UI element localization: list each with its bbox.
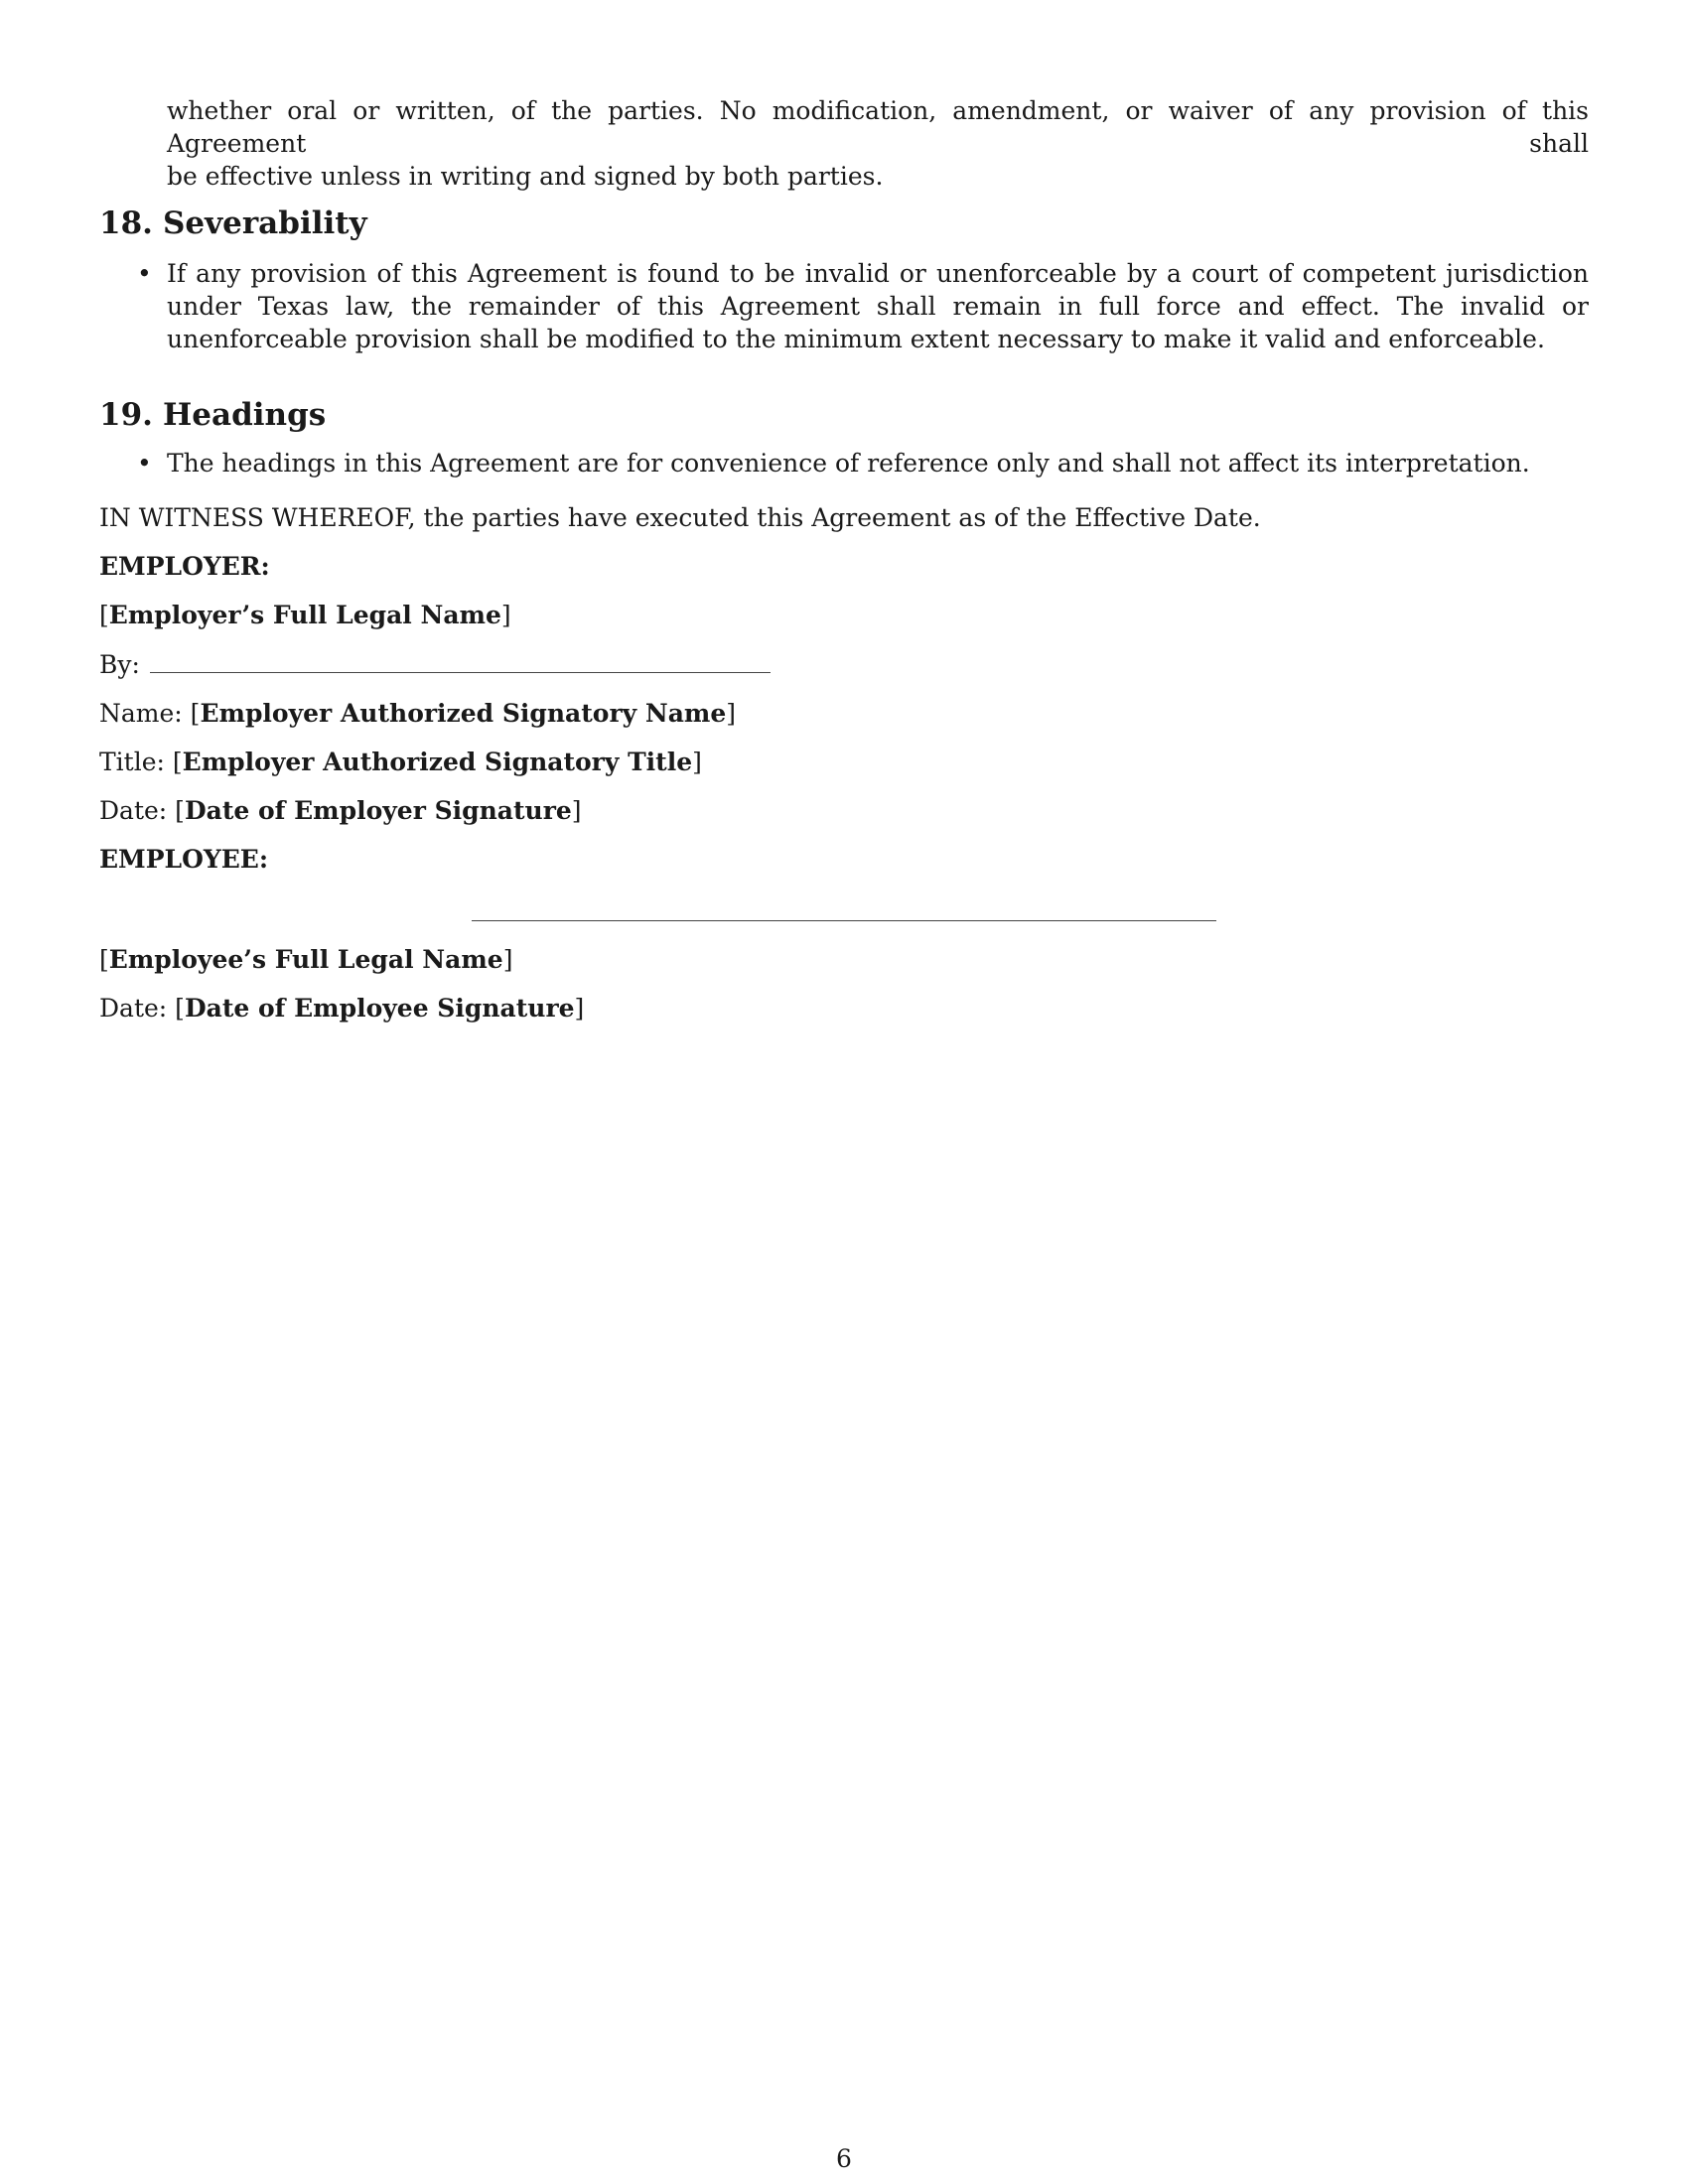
employee-signature-line[interactable] <box>472 920 1216 921</box>
employer-date-value: Date of Employer Signature <box>184 796 572 825</box>
continuation-line-2: be effective unless in writing and signed by both parties. <box>167 162 884 191</box>
bracket-open: [ <box>175 994 185 1023</box>
name-label: Name: <box>99 699 183 728</box>
bracket-close: ] <box>726 699 737 728</box>
bracket-open: [ <box>99 945 109 974</box>
employer-title-value: Employer Authorized Signatory Title <box>182 748 693 776</box>
employer-legal-name-value: Employer’s Full Legal Name <box>108 601 501 629</box>
employer-heading: EMPLOYER: <box>99 552 270 581</box>
section-number: 18. <box>99 205 153 241</box>
employee-heading: EMPLOYEE: <box>99 845 269 874</box>
section-title: Severability <box>163 205 367 241</box>
list-item <box>99 447 1589 479</box>
bracket-close: ] <box>500 601 511 629</box>
bracket-close: ] <box>502 945 513 974</box>
witness-statement: IN WITNESS WHEREOF, the parties have executed this Agreement as of the Effective Date. <box>99 503 1261 532</box>
employee-date-value: Date of Employee Signature <box>184 994 575 1023</box>
continuation-line-1: whether oral or written, of the parties. No modification, amendment, or waiver of any provision of this Agreement shall <box>167 96 1589 158</box>
employer-legal-name <box>99 599 511 631</box>
list-item <box>99 257 1589 355</box>
bracket-open: [ <box>172 748 183 776</box>
section-19 <box>99 395 1589 479</box>
employer-date-row <box>99 794 582 827</box>
section-number: 19. <box>99 397 153 433</box>
bracket-open: [ <box>175 796 185 825</box>
bracket-open: [ <box>99 601 109 629</box>
employee-date-row <box>99 992 584 1024</box>
section-bullets <box>99 447 1589 479</box>
bullet-text: If any provision of this Agreement is found to be invalid or unenforceable by a court of competent jurisdiction under Texas law, the remainder of this Agreement shall remain in full force and effect. The invalid or unenforceable provision shall be modified to the minimum extent necessary to make it valid and enforceable. <box>167 259 1589 353</box>
employee-legal-name <box>99 943 512 976</box>
employer-by-row <box>99 648 771 681</box>
bullet-icon: • <box>137 449 152 478</box>
date-label: Date: <box>99 796 168 825</box>
section-heading <box>99 395 1589 435</box>
employer-signature-line[interactable] <box>150 654 771 673</box>
page-number: 6 <box>836 2144 852 2173</box>
date-label: Date: <box>99 994 168 1023</box>
section-title: Headings <box>163 397 327 433</box>
bracket-open: [ <box>190 699 201 728</box>
employer-title-row <box>99 746 702 778</box>
bracket-close: ] <box>574 994 585 1023</box>
section-heading <box>99 204 1589 243</box>
employer-name-row <box>99 697 736 730</box>
bullet-icon: • <box>137 259 152 288</box>
title-label: Title: <box>99 748 165 776</box>
previous-section-continuation <box>167 94 1589 193</box>
employer-name-value: Employer Authorized Signatory Name <box>200 699 727 728</box>
by-label: By: <box>99 650 140 679</box>
bullet-text: The headings in this Agreement are for convenience of reference only and shall not affect its interpretation. <box>167 449 1530 478</box>
bracket-close: ] <box>571 796 582 825</box>
bracket-close: ] <box>692 748 702 776</box>
employee-legal-name-value: Employee’s Full Legal Name <box>108 945 503 974</box>
section-18 <box>99 204 1589 355</box>
section-bullets <box>99 257 1589 355</box>
